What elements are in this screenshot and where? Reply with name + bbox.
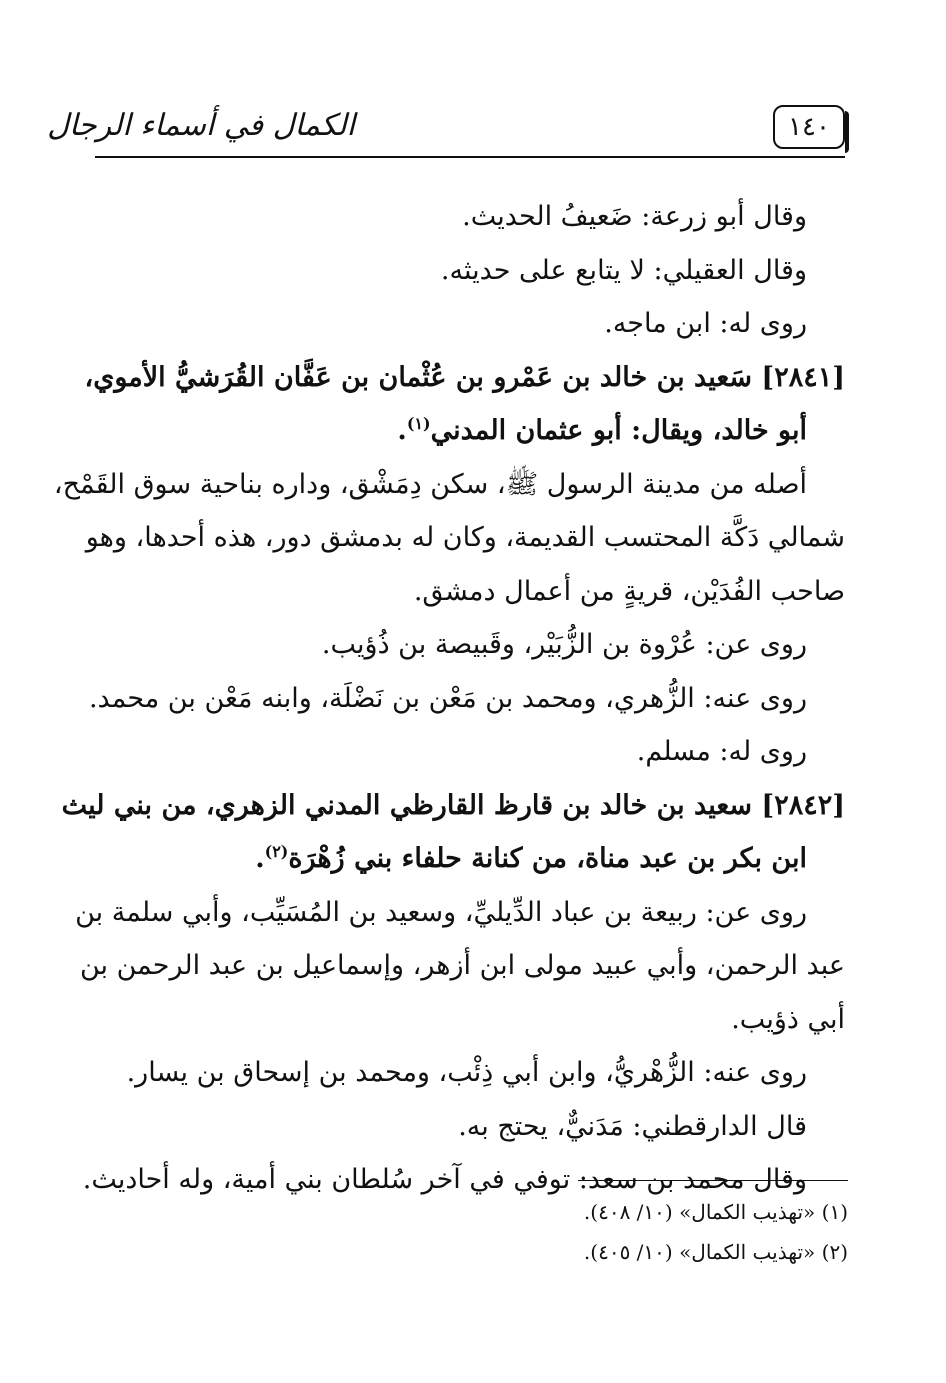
footnote-marker: (١) (406, 414, 431, 433)
text-line (100, 618, 845, 672)
line-tail: . (255, 843, 265, 874)
line-text: ابن بكر بن عبد مناة، من كنانة حلفاء بني زُهْرَة (288, 843, 807, 874)
page-number-frame (773, 105, 845, 149)
line-text: روى له: ابن ماجه. (604, 308, 807, 339)
line-text: روى عنه: الزُّهري، ومحمد بن مَعْن بن نَضْلَة، وابنه مَعْن بن محمد. (88, 682, 807, 714)
entry-heading-line (100, 404, 845, 458)
footnote-marker: (٢) (264, 842, 289, 861)
line-text: صاحب الفُدَيْن، قريةٍ من أعمال دمشق. (413, 575, 845, 607)
text-line (100, 1100, 845, 1154)
text-line (53, 458, 845, 512)
line-text: شمالي دَكَّة المحتسب القديمة، وكان له بدمشق دور، هذه أحدها، وهو (85, 522, 845, 553)
footnote-separator (578, 1180, 848, 1181)
line-tail: . (397, 415, 407, 446)
page-number: ١٤٠ (788, 112, 830, 142)
line-text: روى عن: عُرْوة بن الزُّبَيْر، وقَبيصة بن ذُؤيب. (321, 629, 807, 660)
line-text: عبد الرحمن، وأبي عبيد مولى ابن أزهر، وإسماعيل بن عبد الرحمن بن (79, 950, 845, 981)
footnote: (١) «تهذيب الكمال» (١٠/ ٤٠٨). (583, 1200, 848, 1224)
text-line (100, 297, 845, 351)
entry-heading-line (100, 832, 845, 886)
entry-heading-line (61, 779, 845, 833)
line-text: وقال أبو زرعة: ضَعيفُ الحديث. (462, 201, 807, 232)
text-line (79, 939, 845, 993)
header-rule (95, 156, 845, 158)
line-text: [٢٨٤٢] سعيد بن خالد بن قارظ القارظي المدني الزهري، من بني ليث (61, 789, 845, 821)
line-text: [٢٨٤١] سَعيد بن خالد بن عَمْرو بن عُثْمان بن عَفَّان القُرَشيُّ الأموي، (84, 361, 845, 393)
text-line (100, 993, 845, 1047)
entry-heading-line (84, 351, 845, 405)
text-line (100, 565, 845, 619)
line-text: وقال العقيلي: لا يتابع على حديثه. (440, 254, 807, 286)
footnote: (٢) «تهذيب الكمال» (١٠/ ٤٠٥). (583, 1240, 848, 1264)
text-line (88, 672, 845, 726)
line-text: أبي ذؤيب. (731, 1003, 845, 1035)
footnotes (100, 1192, 848, 1272)
line-text: روى عنه: الزُّهْريُّ، وابن أبي ذِئْب، ومحمد بن إسحاق بن يسار. (126, 1057, 807, 1088)
line-text: قال الدارقطني: مَدَنيٌّ، يحتج به. (458, 1110, 807, 1142)
line-text: روى له: مسلم. (636, 736, 807, 767)
text-line (100, 190, 845, 244)
text-line (100, 725, 845, 779)
body-text (53, 190, 845, 1207)
line-text: أبو خالد، ويقال: أبو عثمان المدني (430, 415, 807, 446)
page-header (47, 95, 845, 161)
book-title: الكمال في أسماء الرجال (47, 108, 355, 143)
line-text: روى عن: ربيعة بن عباد الدِّيليِّ، وسعيد بن المُسَيِّب، وأبي سلمة بن (75, 896, 807, 928)
line-text: وقال محمد بن سعد: توفي في آخر سُلطان بني أمية، وله أحاديث. (82, 1164, 807, 1195)
line-text: أصله من مدينة الرسول ﷺ، سكن دِمَشْق، وداره بناحية سوق القَمْح، (53, 468, 807, 500)
text-line (100, 244, 845, 298)
text-line (75, 886, 845, 940)
text-line (100, 1046, 845, 1100)
text-line (85, 511, 845, 565)
